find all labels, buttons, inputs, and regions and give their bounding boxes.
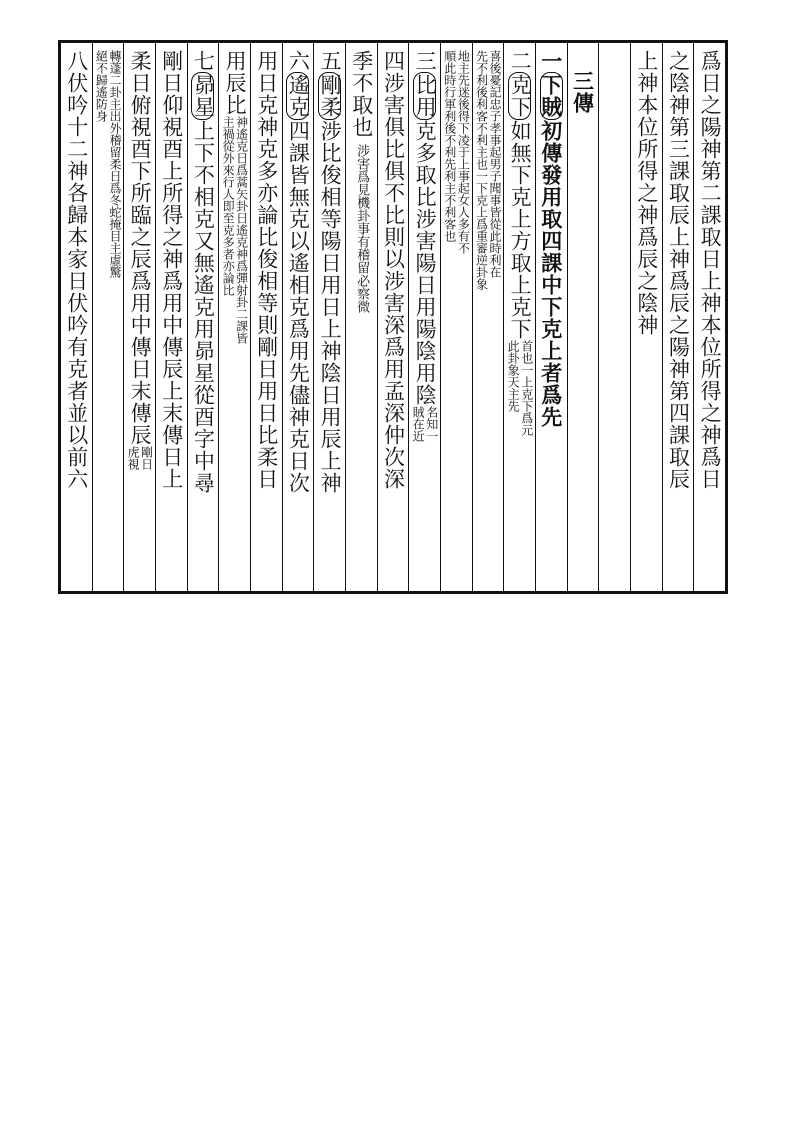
rule-4-column [377, 43, 409, 591]
annotation-left: 虎視 [126, 446, 141, 470]
column-text: 四課皆無克以遙相克爲用先儘神克日次 [286, 120, 311, 494]
column-text: 用辰比 [223, 50, 248, 116]
rule-name: 伏吟 [64, 72, 89, 116]
annotation-right: 地主先迷後得下凌于上事起女人多有不 [456, 50, 471, 254]
annotation-pair [507, 340, 533, 436]
annotation: 涉害爲見機卦事有稽留必察微 [354, 144, 370, 313]
rule-number: 四 [381, 50, 406, 72]
blank-column [598, 43, 630, 591]
rule-number: 二 [508, 50, 533, 72]
text-column-12 [345, 43, 377, 591]
column-text: 柔日俯視酉下所臨之辰爲用中傳日末傳辰 [128, 50, 153, 446]
annotation-left: 此卦象天主先 [506, 340, 521, 412]
column-text: 爲日之陽神第二課取日上神本位所得之神爲日 [698, 50, 723, 490]
annotation-column [440, 43, 472, 591]
annotation-left: 賊在近 [411, 406, 426, 442]
column-text: 如無下克上方取上克下 [508, 120, 533, 340]
text-column-2 [662, 43, 694, 591]
column-text: 用日克神克多亦論比俊相等則剛日用日比柔日 [254, 50, 279, 490]
rule-3-column [408, 43, 440, 591]
column-text: 剛日仰視酉上所得之神爲用中傳辰上末傳日上 [159, 50, 184, 490]
rule-name: 涉害 [381, 72, 406, 116]
text-column-19 [123, 43, 155, 591]
annotation-left: 先不利後利客不利主也一下克上爲重審逆卦象 [474, 50, 489, 290]
column-text: 初傳發用取四課中下克上者爲先 [538, 120, 564, 428]
annotation-right: 喜後憂記忠子孝事起男子聞事皆從此時利在 [488, 50, 503, 278]
section-heading: 三傳 [570, 70, 596, 114]
column-text: 十二神各歸本家日伏吟有克者並以前六 [64, 116, 89, 490]
column-text: 上神本位所得之神爲辰之陰神 [634, 50, 659, 336]
rule-number: 五 [318, 50, 343, 72]
annotation-right: 神遙克日爲蒿矢卦日遙克神爲彈射卦二課皆 [234, 116, 249, 344]
rule-name-bracket: 克下 [508, 74, 533, 118]
rule-name-bracket: 昴星 [191, 74, 216, 118]
annotation-left: 主禍從外來行人即至克多者亦論比 [221, 116, 236, 296]
column-text: 涉比俊相等陽日用日上神陰日用辰上神 [318, 120, 343, 494]
rule-number: 六 [286, 50, 311, 72]
rule-number: 三 [413, 50, 438, 72]
column-text: 季不取也 [349, 50, 374, 138]
document-page [58, 40, 728, 594]
text-column-16 [218, 43, 250, 591]
annotation-right: 剛日 [139, 446, 154, 470]
annotation-pair [412, 406, 438, 442]
rule-name-bracket: 下賊 [538, 74, 564, 118]
text-column-18 [155, 43, 187, 591]
rule-number: 八 [64, 50, 89, 72]
text-column-15 [250, 43, 282, 591]
section-heading-column [567, 43, 599, 591]
annotation-right: 轉蓬二卦主出外稽留柔日爲冬蛇掩目主虛驚 [107, 50, 122, 278]
annotation-pair [475, 50, 501, 290]
annotation-column [92, 43, 124, 591]
rule-8-column [61, 43, 92, 591]
rule-7-column [187, 43, 219, 591]
annotation-column [472, 43, 504, 591]
text-columns [61, 43, 725, 591]
annotation-left: 順此時行軍利後不利先利主不利客也 [442, 50, 457, 242]
annotation-pair [95, 50, 121, 278]
annotation-pair [221, 116, 247, 344]
annotation-pair [126, 446, 152, 470]
rule-1-column [535, 43, 567, 591]
rule-number: 七 [191, 50, 216, 72]
annotation-right: 首也一上克下爲元 [519, 340, 534, 436]
text-column-1 [693, 43, 725, 591]
text-column-3 [630, 43, 662, 591]
rule-name-bracket: 剛柔 [318, 74, 343, 118]
column-text: 克多取比涉害陽日用陽陰用陰 [413, 120, 438, 406]
annotation-left: 絕不歸遙防身 [94, 50, 109, 122]
annotation-pair [443, 50, 469, 254]
rule-2-column [503, 43, 535, 591]
annotation-right: 名知一 [424, 406, 439, 442]
column-text: 俱比俱不比則以涉害深爲用孟深仲次深 [381, 116, 406, 490]
column-text: 之陰神第三課取辰上神爲辰之陽神第四課取辰 [666, 50, 691, 490]
rule-name-bracket: 遙克 [286, 74, 311, 118]
rule-name-bracket: 比用 [413, 74, 438, 118]
rule-number: 一 [538, 50, 564, 72]
rule-5-column [313, 43, 345, 591]
rule-6-column [282, 43, 314, 591]
column-text: 上下不相克又無遙克用昴星從酉字中尋 [191, 120, 216, 494]
